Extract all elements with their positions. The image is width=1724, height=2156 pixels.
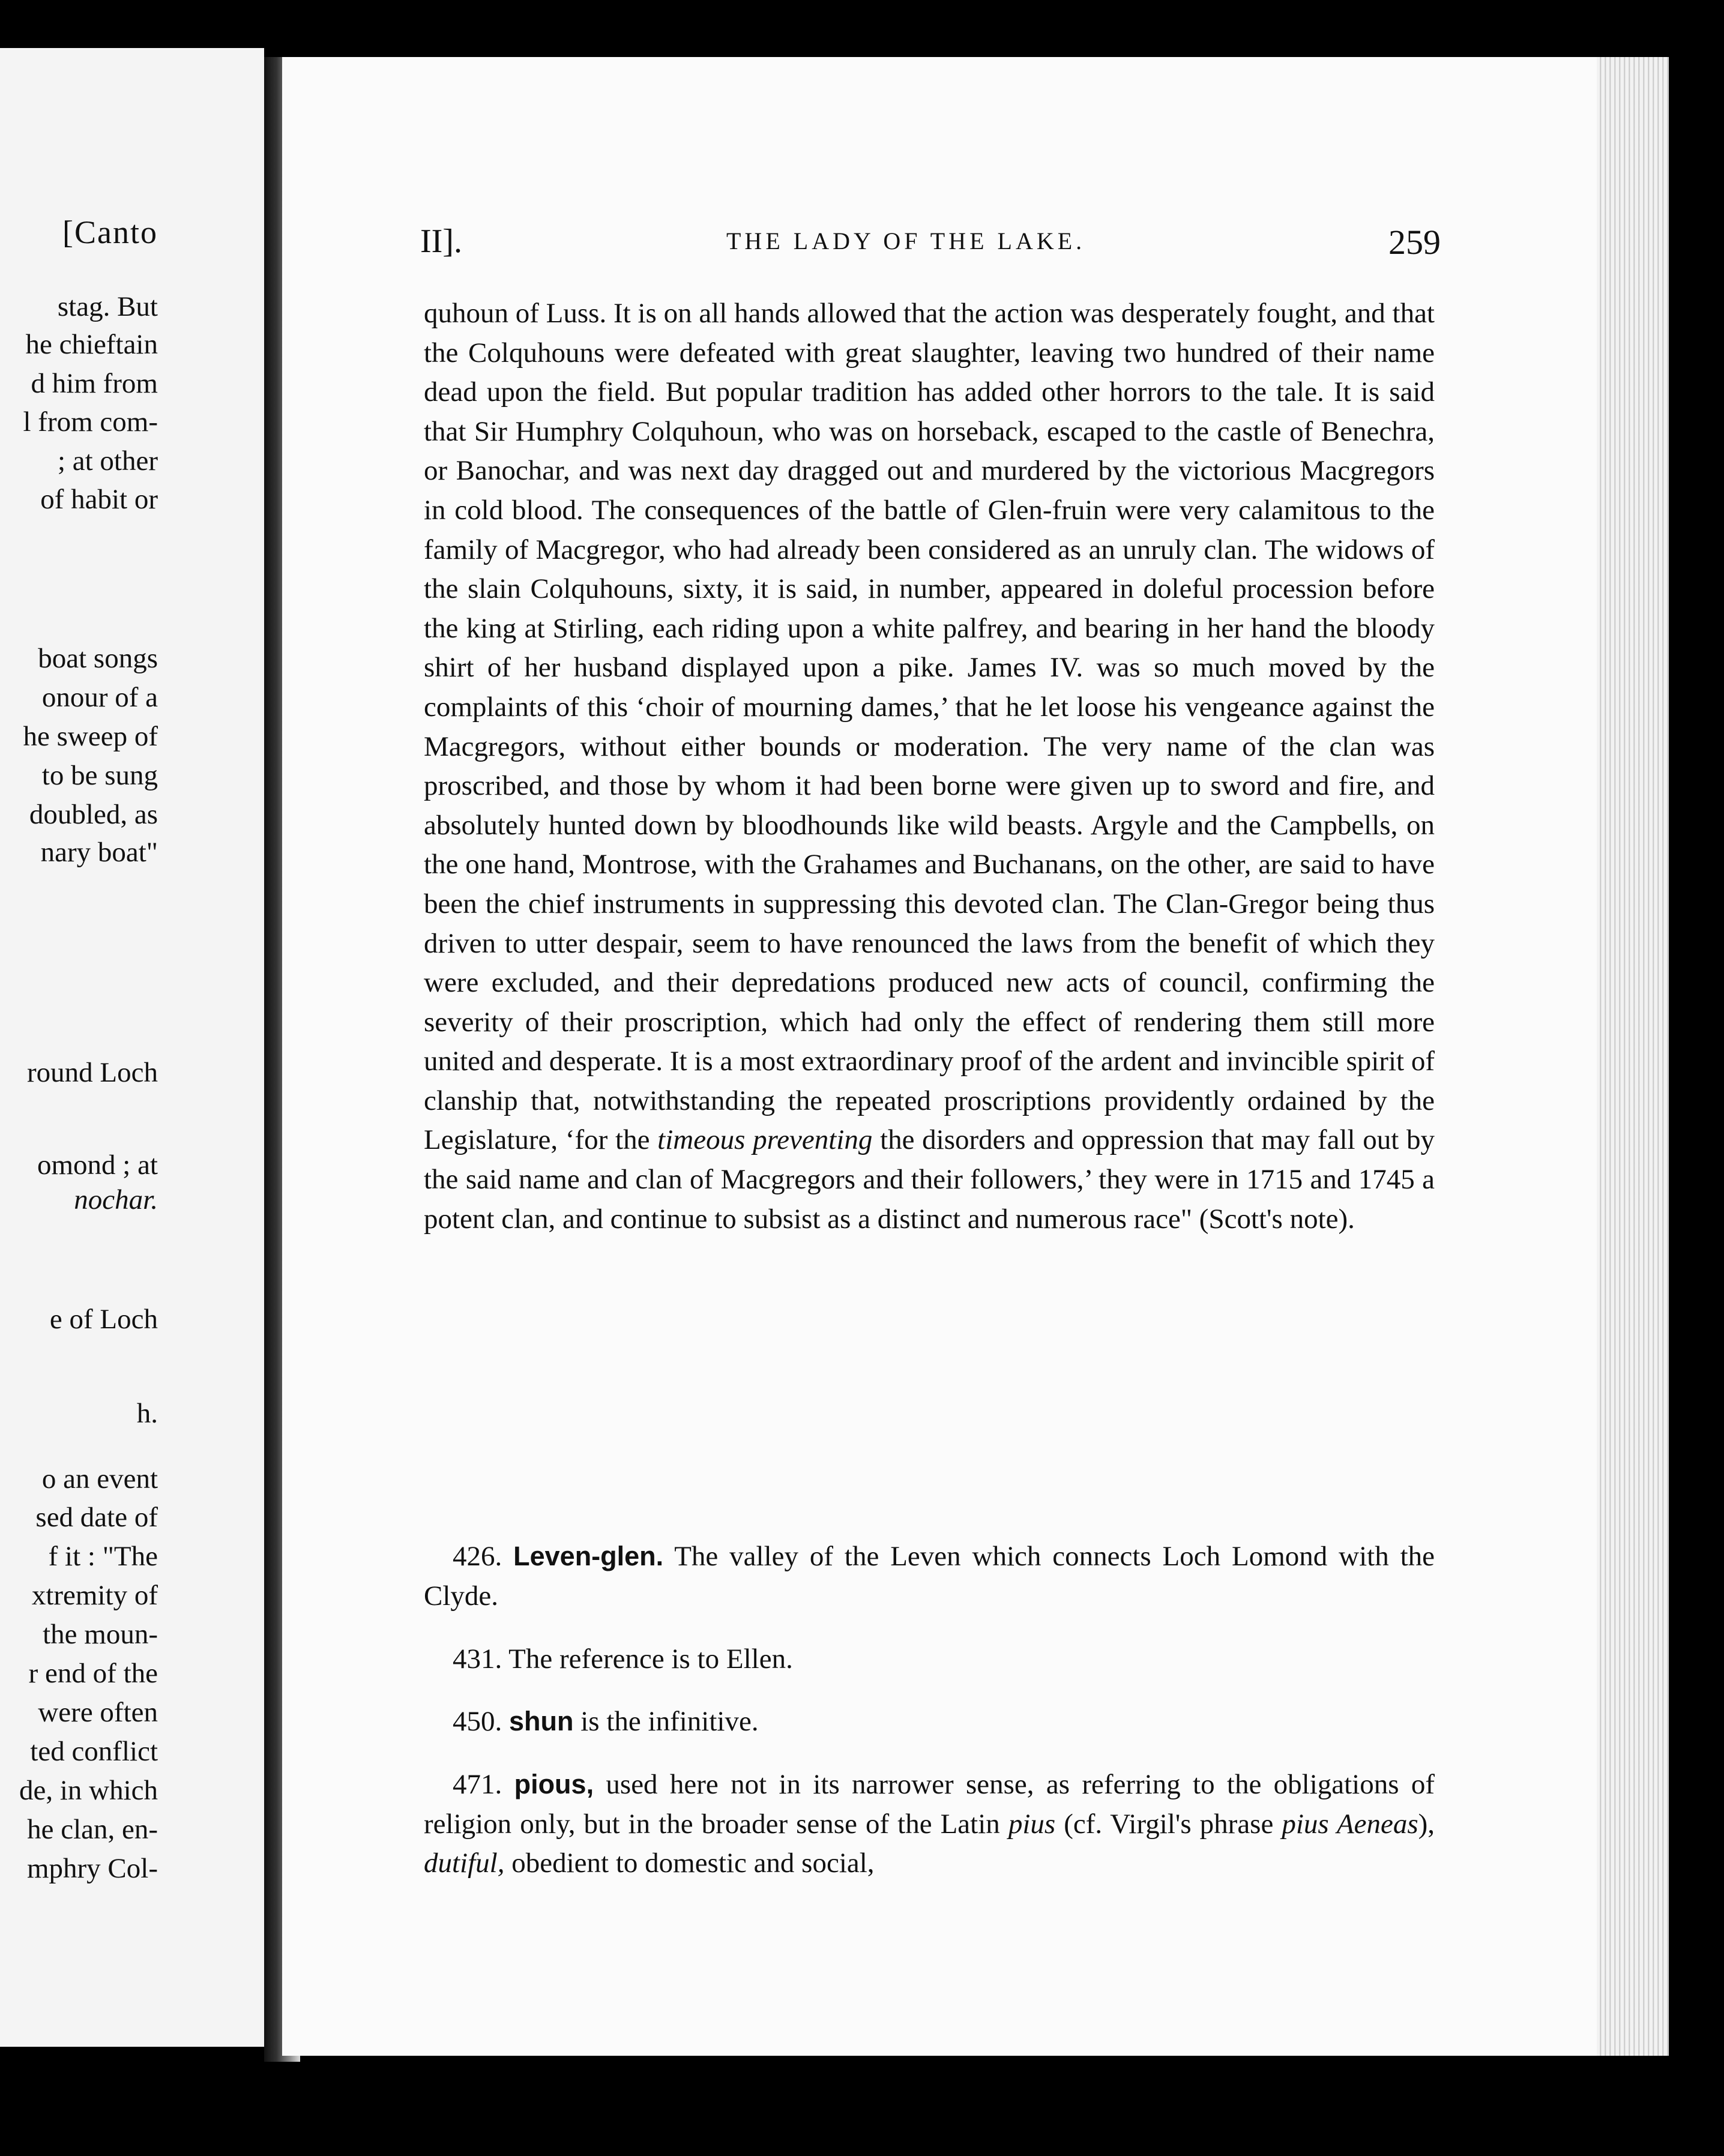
left-page-line: mphry Col- [26,1853,158,1884]
left-page-line: nary boat" [40,837,158,868]
page-number: 259 [1388,223,1441,262]
canto-number: II]. [420,223,462,260]
left-page-line: sed date of [35,1502,158,1533]
left-page-line: to be sung [41,760,158,791]
left-page-line: xtremity of [31,1580,158,1611]
note-number: 431. [453,1643,502,1675]
note-lemma: shun [509,1706,574,1736]
left-page-line: l from com- [23,406,158,438]
left-page-line: ; at other [57,445,158,477]
note-text: used here not in its narrower sense, as referring to the obligations of religion only, but in the broader sense of the Latin [424,1769,1435,1840]
note-text: is the infinitive. [580,1706,759,1737]
left-page-line: were often [38,1697,158,1728]
left-page-line: he clan, en- [27,1814,158,1845]
note-lemma: Leven-glen. [513,1541,664,1571]
left-page-line: he chieftain [25,329,158,360]
note-471 [424,1765,1435,1883]
scan-border-right [1669,57,1724,2056]
italic-phrase: timeous preventing [657,1124,873,1156]
note-number: 426. [453,1541,502,1572]
left-page-line: boat songs [38,643,158,674]
note-italic: pius [1008,1808,1056,1840]
facing-page [0,48,264,2047]
left-page-line: ted conflict [30,1736,158,1767]
paragraph-text-end: the disorders and oppression that may fall out by the said name and clan of Macgregors and their followers,’ they were in 1715 and 1745 a potent clan, and continue to subsist as a distinct and numerous race" (Scott's note). [424,1124,1435,1235]
left-page-line: onour of a [41,682,158,713]
note-426 [424,1537,1435,1616]
left-page-line: the moun- [43,1619,158,1650]
left-page-line: e of Loch [49,1304,158,1335]
left-page-line: omond ; at [37,1149,158,1181]
left-page-line: round Loch [27,1057,158,1088]
note-number: 450. [453,1706,502,1737]
left-page-line: d him from [31,368,158,399]
note-text: The reference is to Ellen. [508,1643,793,1675]
left-page-line: [Canto [62,214,158,250]
note-italic: pius Aeneas [1282,1808,1418,1840]
left-page-line: doubled, as [29,799,158,830]
note-number: 471. [453,1769,502,1800]
left-page-line: stag. But [57,291,158,322]
main-paragraph [424,294,1435,1239]
scan-border [0,0,1724,54]
note-text: obedient to domestic and social, [511,1847,875,1879]
left-page-line: r end of the [28,1658,158,1689]
left-page-line: o an event [41,1463,158,1495]
note-italic: dutiful, [424,1847,505,1879]
left-page-line: f it : "The [48,1541,158,1572]
left-page-line: of habit or [40,484,158,515]
page-edges [1597,57,1669,2056]
note-450 [424,1702,1435,1742]
left-page-line: h. [136,1398,158,1429]
left-page-line: de, in which [19,1775,158,1806]
paragraph-text: quhoun of Luss. It is on all hands allowed that the action was desperately fought, and that the Colquhouns were defeated with great slaughter, leaving two hundred of their name dead upon the field. But popular tradition has added other horrors to the tale. It is said that Sir Humphry Colquhoun, who was on horseback, escaped to the castle of Benechra, or Banochar, and was next day dragged out and murdered by the victorious Macgregors in cold blood. The consequences of the battle of Glen-fruin were very calamitous to the family of Macgregor, who had already been considered as an unruly clan. The widows of the slain Colquhouns, sixty, it is said, in number, appeared in doleful procession before the king at Stirling, each riding upon a white palfrey, and bearing in her hand the bloody shirt of her husband displayed upon a pike. James IV. was so much moved by the complaints of this ‘choir of mourning dames,’ that he let loose his vengeance against the Macgregors, without either bounds or moderation. The very name of the clan was proscribed, and those by whom it had been borne were given up to sword and fire, and absolutely hunted down by bloodhounds like wild beasts. Argyle and the Campbells, on the one hand, Montrose, with the Grahames and Buchanans, on the other, are said to have been the chief instruments in suppressing this devoted clan. The Clan-Gregor being thus driven to utter despair, seem to have renounced the laws from the benefit of which they were excluded, and their depredations produced new acts of council, confirming the severity of their proscription, which had only the effect of rendering them still more united and desperate. It is a most extraordinary proof of the ardent and invincible spirit of clanship that, notwithstanding the repeated proscriptions providently ordained by the Legislature, ‘for the [424,298,1435,1156]
note-text: (cf. Virgil's phrase [1064,1808,1274,1840]
note-text: ), [1418,1808,1435,1840]
running-title: THE LADY OF THE LAKE. [726,227,1086,254]
left-page-line: he sweep of [23,721,158,752]
note-text: The valley of the Leven which connects Loch Lomond with the Clyde. [424,1541,1435,1612]
note-lemma: pious, [514,1769,594,1799]
note-431 [424,1640,1435,1679]
left-page-line: nochar. [74,1184,158,1215]
running-header [420,222,1441,264]
